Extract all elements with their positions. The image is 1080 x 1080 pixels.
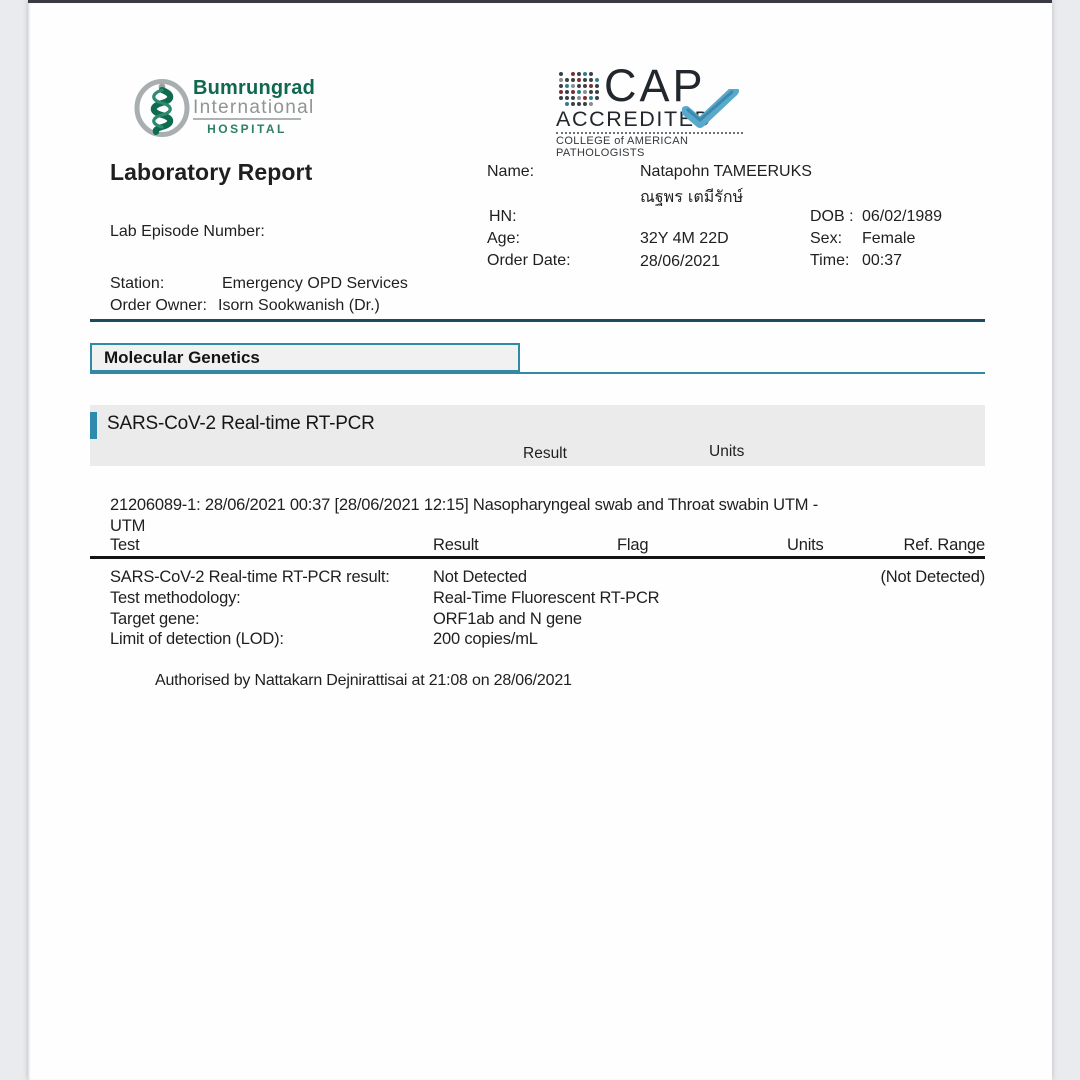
table-header-rule	[90, 556, 985, 559]
age-value: 32Y 4M 22D	[640, 230, 729, 247]
hospital-logo	[133, 77, 343, 139]
time-label: Time:	[810, 252, 850, 269]
age-label: Age:	[487, 230, 520, 247]
table-row	[90, 589, 985, 610]
test-section-title: SARS-CoV-2 Real-time RT-PCR	[107, 413, 375, 434]
lab-episode-label: Lab Episode Number:	[110, 223, 265, 240]
row-test: SARS-CoV-2 Real-time RT-PCR result:	[110, 568, 390, 586]
specimen-line-1: 21206089-1: 28/06/2021 00:37 [28/06/2021 12:15] Nasopharyngeal swab and Throat swabin UTM -	[110, 496, 819, 514]
order-date-value: 28/06/2021	[640, 253, 721, 270]
table-row	[90, 630, 985, 651]
hospital-name: Bumrungrad	[193, 77, 315, 99]
department-divider-rule	[90, 372, 985, 374]
cap-college-text: COLLEGE of AMERICAN PATHOLOGISTS	[556, 135, 689, 159]
test-section-band	[90, 405, 985, 466]
hospital-tagline: HOSPITAL	[207, 122, 287, 136]
col-header-ref-range: Ref. Range	[903, 536, 985, 554]
results-table-header	[90, 536, 985, 556]
station-label: Station:	[110, 275, 165, 292]
report-page	[28, 0, 1052, 1080]
authorised-by-line: Authorised by Nattakarn Dejnirattisai at 21:08 on 28/06/2021	[155, 672, 572, 689]
hn-label: HN:	[489, 208, 517, 225]
hospital-subtitle: International	[193, 97, 315, 118]
station-value: Emergency OPD Services	[222, 275, 408, 292]
row-result: Not Detected	[433, 568, 527, 586]
patient-name-thai: ณฐพร เตมีรักษ์	[640, 187, 744, 206]
cap-accredited-text: ACCREDITED	[556, 107, 712, 131]
department-section-box: Molecular Genetics	[90, 343, 520, 372]
sex-label: Sex:	[810, 230, 843, 247]
caduceus-icon	[133, 79, 191, 142]
order-owner-label: Order Owner:	[110, 297, 207, 314]
col-header-result: Result	[433, 536, 479, 554]
section-accent-bar	[90, 412, 97, 439]
results-table-body	[90, 568, 985, 651]
col-header-units: Units	[787, 536, 824, 554]
row-result: 200 copies/mL	[433, 630, 538, 649]
time-value: 00:37	[862, 252, 903, 269]
col-header-test: Test	[110, 536, 140, 554]
row-ref-range: (Not Detected)	[880, 568, 985, 586]
cap-checkmark-icon	[682, 89, 740, 136]
row-result: ORF1ab and N gene	[433, 609, 582, 628]
order-date-label: Order Date:	[487, 252, 571, 269]
row-test: Limit of detection (LOD):	[110, 630, 284, 649]
order-owner-value: Isorn Sookwanish (Dr.)	[218, 297, 380, 314]
band-result-label: Result	[523, 445, 567, 462]
band-units-label: Units	[709, 443, 745, 460]
page-title: Laboratory Report	[110, 159, 313, 185]
row-result: Real-Time Fluorescent RT-PCR	[433, 588, 660, 607]
sex-value: Female	[862, 230, 916, 247]
table-row	[90, 610, 985, 631]
header-divider-rule	[90, 319, 985, 322]
cap-acronym: CAP	[604, 60, 706, 111]
cap-accredited-logo	[556, 60, 756, 159]
col-header-flag: Flag	[617, 536, 649, 554]
row-test: Test methodology:	[110, 588, 241, 607]
table-row	[90, 568, 985, 589]
name-label: Name:	[487, 163, 535, 180]
specimen-info	[110, 495, 1010, 537]
specimen-line-2: UTM	[110, 517, 146, 535]
row-test: Target gene:	[110, 609, 200, 628]
hospital-logo-divider	[193, 118, 301, 120]
dob-label: DOB :	[810, 208, 854, 225]
patient-name: Natapohn TAMEERUKS	[640, 163, 812, 180]
hospital-logo-text	[193, 79, 343, 136]
dob-value: 06/02/1989	[862, 208, 943, 225]
